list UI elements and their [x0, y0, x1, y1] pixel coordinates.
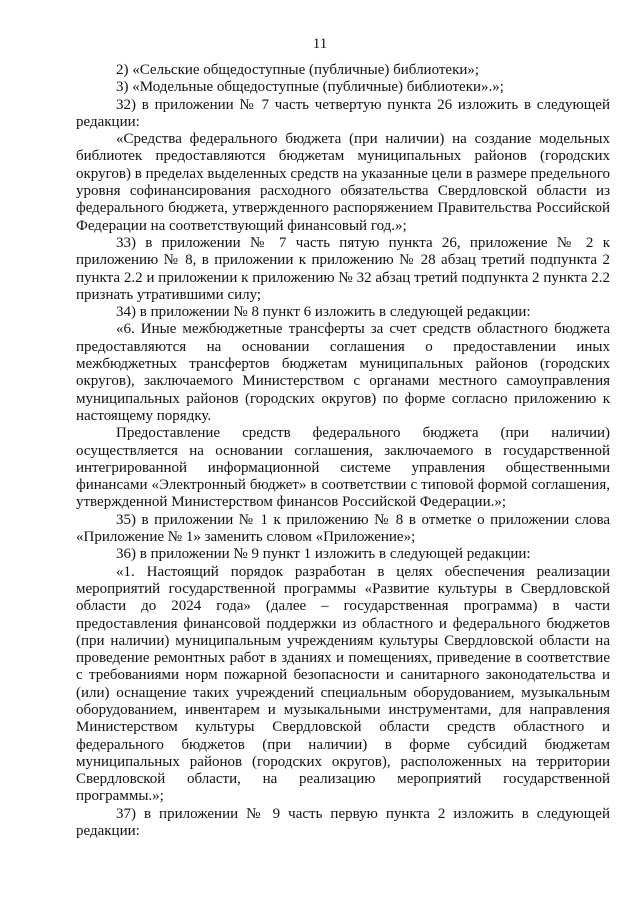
- paragraph-item-33: 33) в приложении № 7 часть пятую пункта 26, приложение № 2 к приложению № 8, в приложении к приложению № 28 абзац третий подпункта 2 пункта 2.2 и приложении к приложению № 32 абзац третий подпункта 2 пункта 2.2 признать утратившими силу;: [76, 234, 610, 303]
- document-body: [76, 62, 610, 840]
- paragraph-quote-federal-budget: «Средства федерального бюджета (при наличии) на создание модельных библиотек предоставляются бюджетам муниципальных районов (городских округов) в пределах выделенных средств на указанные цели в размере предельного уровня софинансирования расходного обязательства Свердловской области из федерального бюджета, утвержденного распоряжением Правительства Российской Федерации на соответствующий финансовый год.»;: [76, 131, 610, 234]
- paragraph-item-37: 37) в приложении № 9 часть первую пункта 2 изложить в следующей редакции:: [76, 805, 610, 840]
- paragraph-item-34: 34) в приложении № 8 пункт 6 изложить в следующей редакции:: [116, 304, 531, 321]
- paragraph-quote-point-1: «1. Настоящий порядок разработан в целях обеспечения реализации мероприятий государственной программы «Развитие культуры в Свердловской области до 2024 года» (далее – государственная программа) в части предоставления финансовой поддержки из областного и федерального бюджетов (при наличии) муниципальным учреждениям культуры Свердловской области на проведение ремонтных работ в зданиях и помещениях, приведение в соответствие с требованиями норм пожарной безопасности и санитарного законодательства и (или) оснащение таких учреждений специальным оборудованием, музыкальным оборудованием, инвентарем и музыкальными инструментами, для направления Министерством культуры Свердловской области средств областного и федерального бюджетов (при наличии) в форме субсидий бюджетам муниципальных районов (городских округов), расположенных на территории Свердловской области, на реализацию мероприятий государственной программы.»;: [76, 563, 610, 805]
- paragraph-item-32: 32) в приложении № 7 часть четвертую пункта 26 изложить в следующей редакции:: [76, 96, 610, 130]
- paragraph-item-35: 35) в приложении № 1 к приложению № 8 в отметке о приложении слова «Приложение № 1» заменить словом «Приложение»;: [76, 511, 610, 546]
- paragraph-federal-funds: Предоставление средств федерального бюджета (при наличии) осуществляется на основании соглашения, заключаемого в государственной интегрированной информационной системе управления общественными финансами «Электронный бюджет» в соответствии с типовой формой соглашения, утвержденной Министерством финансов Российской Федерации.»;: [76, 425, 610, 511]
- paragraph-item-3: 3) «Модельные общедоступные (публичные) библиотеки».»;: [116, 79, 504, 96]
- page-number: 11: [312, 36, 328, 52]
- paragraph-item-2: 2) «Сельские общедоступные (публичные) библиотеки»;: [116, 62, 480, 78]
- paragraph-item-36: 36) в приложении № 9 пункт 1 изложить в следующей редакции:: [116, 546, 531, 563]
- paragraph-quote-point-6: «6. Иные межбюджетные трансферты за счет средств областного бюджета предоставляются на основании соглашения о предоставлении иных межбюджетных трансфертов бюджетам муниципальных районов (городских округов), заключаемого Министерством с органами местного самоуправления муниципальных районов (городских округов) по форме согласно приложению к настоящему порядку.: [76, 321, 610, 424]
